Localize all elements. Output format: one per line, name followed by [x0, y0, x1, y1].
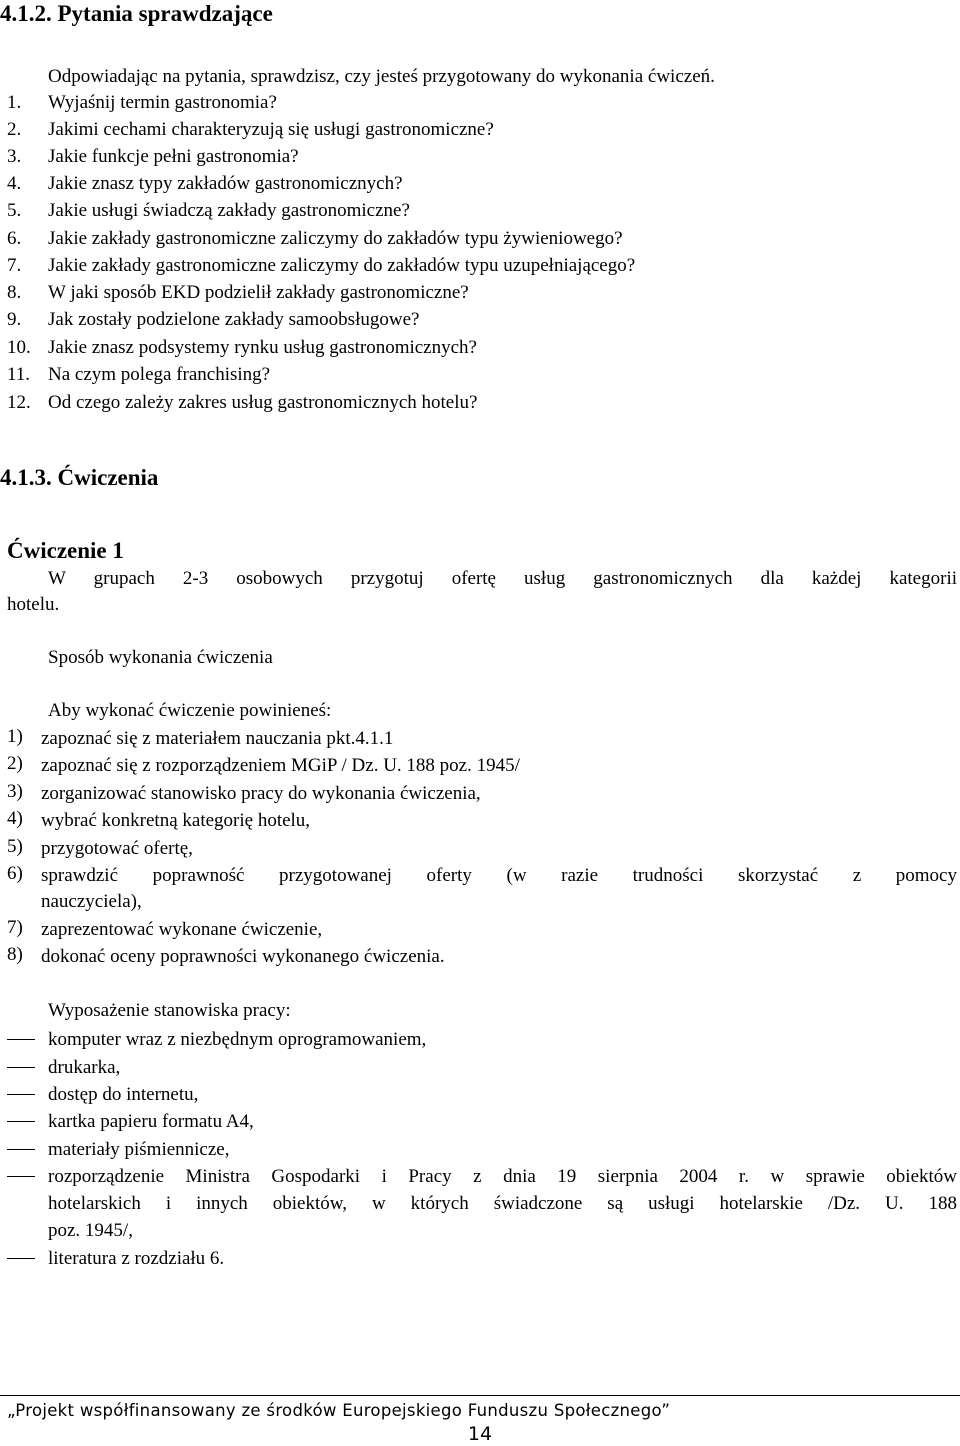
list-item: 11. Na czym polega franchising?: [7, 364, 271, 385]
list-item-cont: poz. 1945/,: [48, 1220, 133, 1241]
list-item: 7. Jakie zakłady gastronomiczne zaliczymy do zakładów typu uzupełniającego?: [7, 255, 636, 276]
list-item: przygotować ofertę,: [41, 838, 193, 859]
list-item: 6. Jakie zakłady gastronomiczne zaliczymy do zakładów typu żywieniowego?: [7, 228, 623, 249]
step-number: 5): [7, 836, 23, 857]
list-item: zapoznać się z rozporządzeniem MGiP / Dz. U. 188 poz. 1945/: [41, 755, 520, 776]
list-item: komputer wraz z niezbędnym oprogramowaniem,: [48, 1029, 427, 1050]
step-number: 7): [7, 917, 23, 938]
list-item: 4. Jakie znasz typy zakładów gastronomicznych?: [7, 173, 403, 194]
list-item: sprawdzić poprawność przygotowanej oferty (w razie trudności skorzystać z pomocy: [41, 865, 957, 886]
list-item: wybrać konkretną kategorię hotelu,: [41, 810, 311, 831]
list-item: drukarka,: [48, 1057, 121, 1078]
list-item: zorganizować stanowisko pracy do wykonania ćwiczenia,: [41, 783, 481, 804]
list-item: 1. Wyjaśnij termin gastronomia?: [7, 92, 277, 113]
list-item: literatura z rozdziału 6.: [48, 1248, 225, 1269]
list-item: zapoznać się z materiałem nauczania pkt.4.1.1: [41, 728, 394, 749]
list-item: 3. Jakie funkcje pełni gastronomia?: [7, 146, 299, 167]
dash-bullet-icon: [7, 1039, 35, 1040]
footer-divider: [0, 1395, 960, 1396]
list-item: 9. Jak zostały podzielone zakłady samoobsługowe?: [7, 309, 420, 330]
method-heading: Sposób wykonania ćwiczenia: [48, 647, 273, 668]
exercise-task: W grupach 2-3 osobowych przygotuj ofertę usług gastronomicznych dla każdej kategorii: [48, 568, 957, 589]
list-item: 5. Jakie usługi świadczą zakłady gastronomiczne?: [7, 200, 410, 221]
dash-bullet-icon: [7, 1067, 35, 1068]
footer-text: „Projekt współfinansowany ze środków Europejskiego Funduszu Społecznego”: [7, 1401, 671, 1420]
list-item: 2. Jakimi cechami charakteryzują się usługi gastronomiczne?: [7, 119, 494, 140]
exercise-title: Ćwiczenie 1: [7, 538, 124, 563]
list-item: zaprezentować wykonane ćwiczenie,: [41, 919, 323, 940]
step-number: 6): [7, 863, 23, 884]
dash-bullet-icon: [7, 1121, 35, 1122]
list-item: 10. Jakie znasz podsystemy rynku usług gastronomicznych?: [7, 337, 477, 358]
step-number: 4): [7, 808, 23, 829]
list-item-cont: hotelarskich i innych obiektów, w których świadczone są usługi hotelarskie /Dz. U. 188: [48, 1193, 957, 1214]
dash-bullet-icon: [7, 1258, 35, 1259]
list-item: dostęp do internetu,: [48, 1084, 199, 1105]
dash-bullet-icon: [7, 1094, 35, 1095]
equipment-heading: Wyposażenie stanowiska pracy:: [48, 1000, 291, 1021]
step-number: 1): [7, 726, 23, 747]
list-item-cont: nauczyciela),: [41, 891, 142, 912]
step-number: 2): [7, 753, 23, 774]
list-item: rozporządzenie Ministra Gospodarki i Pracy z dnia 19 sierpnia 2004 r. w sprawie obiektów: [48, 1166, 957, 1187]
list-item: materiały piśmiennicze,: [48, 1139, 230, 1160]
steps-intro: Aby wykonać ćwiczenie powinieneś:: [48, 700, 332, 721]
section-heading-exercises: 4.1.3. Ćwiczenia: [0, 465, 159, 490]
step-number: 3): [7, 781, 23, 802]
list-item: 8. W jaki sposób EKD podzielił zakłady gastronomiczne?: [7, 282, 469, 303]
step-number: 8): [7, 944, 23, 965]
list-item: dokonać oceny poprawności wykonanego ćwiczenia.: [41, 946, 445, 967]
dash-bullet-icon: [7, 1176, 35, 1177]
section-heading-questions: 4.1.2. Pytania sprawdzające: [0, 1, 273, 26]
page-number: 14: [467, 1423, 493, 1445]
list-item: kartka papieru formatu A4,: [48, 1111, 254, 1132]
questions-intro: Odpowiadając na pytania, sprawdzisz, czy jesteś przygotowany do wykonania ćwiczeń.: [48, 66, 715, 87]
exercise-task-cont: hotelu.: [7, 594, 60, 615]
list-item: 12. Od czego zależy zakres usług gastronomicznych hotelu?: [7, 392, 478, 413]
dash-bullet-icon: [7, 1149, 35, 1150]
